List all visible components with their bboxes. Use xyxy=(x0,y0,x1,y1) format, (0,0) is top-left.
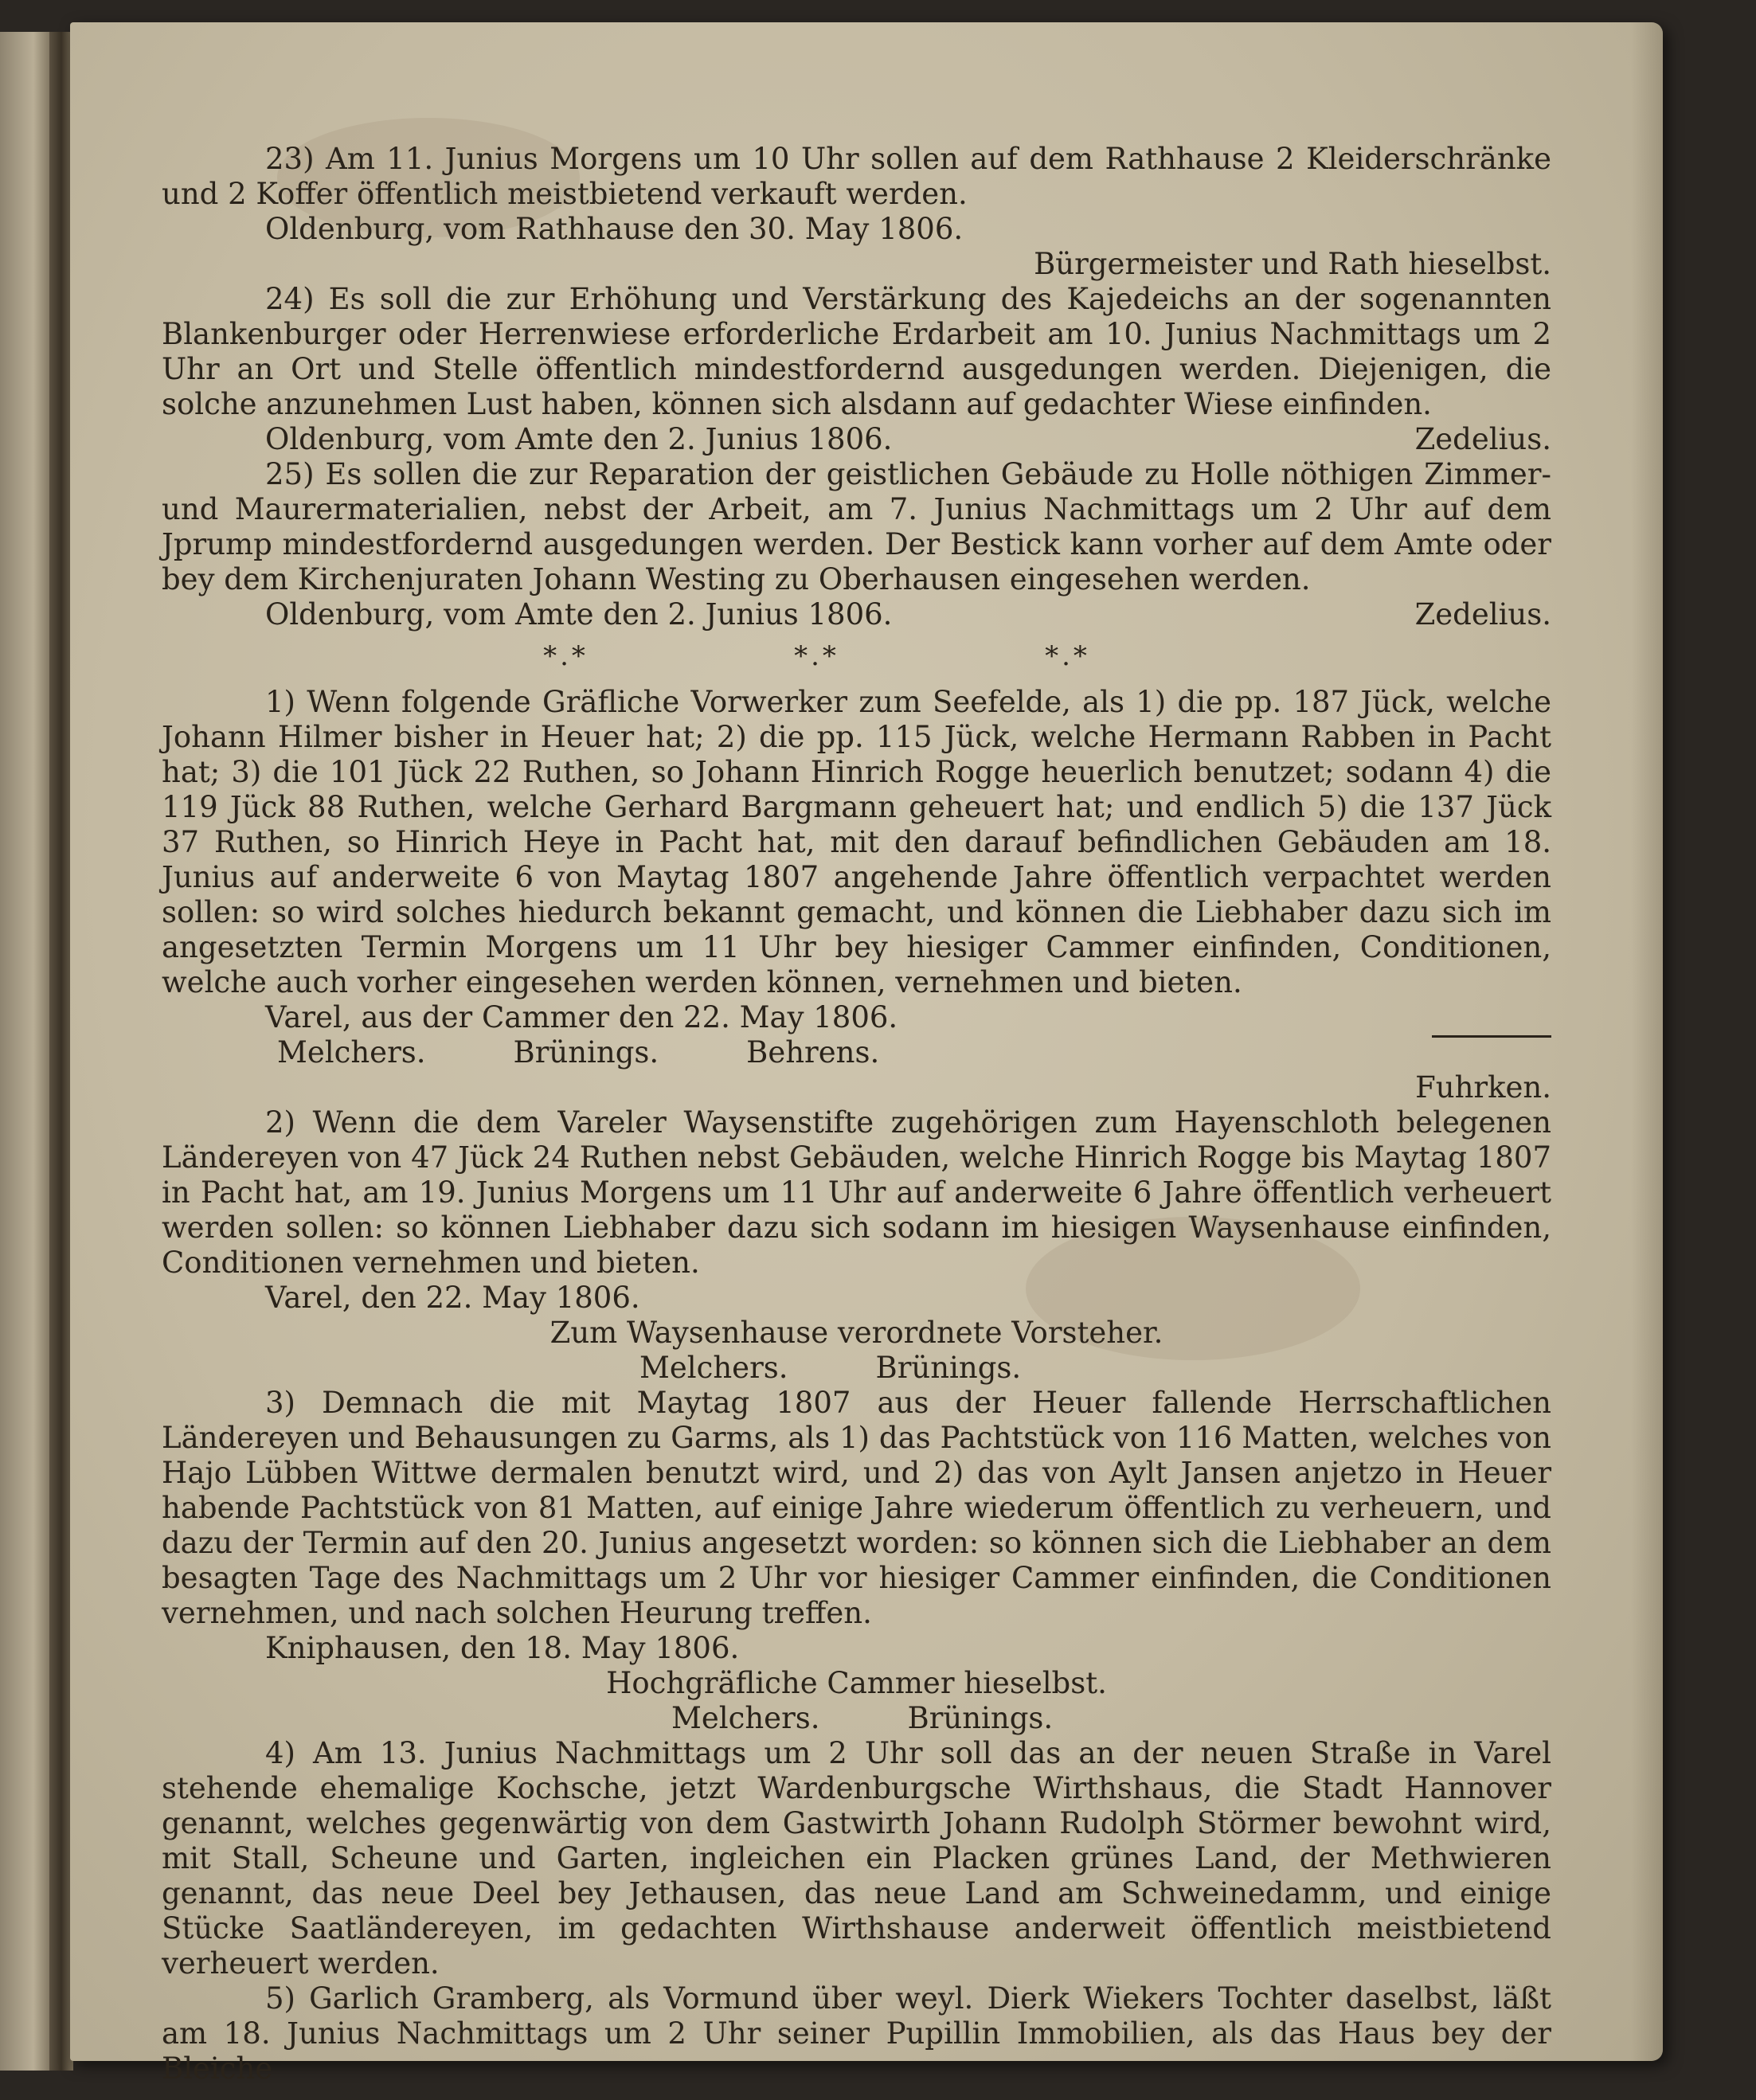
varel-notice-2-signatures xyxy=(162,1351,1551,1386)
separator-asterism: *.* xyxy=(543,640,589,672)
notice-25-text: 25) Es sollen die zur Reparation der geistlichen Gebäude zu Holle nöthigen Zimmer- und Maurermaterialien, nebst der Arbeit, am 7. Junius Nachmittags um 2 Uhr auf dem Jprump mindestfordernd ausgedungen werden. Der Bestick kann vorher auf dem Amte oder bey dem Kirchenjuraten Johann Westing zu Oberhausen eingesehen werden. xyxy=(162,457,1551,596)
varel-notice-1-place-date: Varel, aus der Cammer den 22. May 1806. xyxy=(265,1000,898,1034)
separator-asterism: *.* xyxy=(794,640,839,672)
varel-notice-1-text: 1) Wenn folgende Gräfliche Vorwerker zum Seefelde, als 1) die pp. 187 Jück, welche Johann Hilmer bisher in Heuer hat; 2) die pp. 115 Jück, welche Hermann Rabben in Pacht hat; 3) die 101 Jück 22 Ruthen, so Johann Hinrich Rogge heuerlich benutzet; sodann 4) die 119 Jück 88 Ruthen, welche Gerhard Bargmann geheuert hat; und endlich 5) die 137 Jück 37 Ruthen, so Hinrich Heye in Pacht hat, mit den darauf befindlichen Gebäuden am 18. Junius auf anderweite 6 von Maytag 1807 angehende Jahre öffentlich verpachtet werden sollen: so wird solches hiedurch bekannt gemacht, und können die Liebhaber dazu sich im angesetzten Termin Morgens um 11 Uhr bey hiesiger Cammer einfinden, Conditionen, welche auch vorher eingesehen werden können, vernehmen und bieten. xyxy=(162,685,1551,999)
notice-25-footer xyxy=(162,597,1551,632)
signature-brunings: Brünings. xyxy=(907,1701,1054,1735)
notice-24-text: 24) Es soll die zur Erhöhung und Verstärkung des Kajedeichs an der sogenannten Blankenburger oder Herrenwiese erforderliche Erdarbeit am 10. Junius Nachmittags um 2 Uhr an Ort und Stelle öffentlich mindestfordernd ausgedungen werden. Diejenigen, die solche anzunehmen Lust haben, können sich alsdann auf gedachter Wiese einfinden. xyxy=(162,282,1551,421)
notice-24-footer xyxy=(162,422,1551,457)
signature-brunings: Brünings. xyxy=(513,1035,659,1070)
signature-rule xyxy=(1432,1035,1551,1070)
varel-notice-4-text: 4) Am 13. Junius Nachmittags um 2 Uhr soll das an der neuen Straße in Varel stehende ehemalige Kochsche, jetzt Wardenburgsche Wirthshaus, die Stadt Hannover genannt, welches gegenwärtig von dem Gastwirth Johann Rudolph Störmer bewohnt wird, mit Stall, Scheune und Garten, ingleichen ein Placken grünes Land, der Methwieren genannt, das neue Deel bey Jethausen, das neue Land am Schweinedamm, und einige Stücke Saatländereyen, im gedachten Wirthshause anderweit öffentlich meistbietend verheuert werden. xyxy=(162,1736,1551,1981)
varel-notice-3-text: 3) Demnach die mit Maytag 1807 aus der Heuer fallende Herrschaftlichen Ländereyen und Behausungen zu Garms, als 1) das Pachtstück von 116 Matten, welches von Hajo Lübben Wittwe dermalen benutzt wird, und 2) das von Aylt Jansen anjetzo in Heuer habende Pachtstück von 81 Matten, auf einige Jahre wiederum öffentlich zu verheuern, und dazu der Termin auf den 20. Junius angesetzt worden: so können sich die Liebhaber an dem besagten Tage des Nachmittags um 2 Uhr vor hiesiger Cammer einfinden, die Conditionen vernehmen, und nach solchen Heurung treffen. xyxy=(162,1386,1551,1630)
varel-notice-2-place-date: Varel, den 22. May 1806. xyxy=(265,1281,640,1315)
varel-notice-1-signatures xyxy=(162,1035,1551,1070)
signature-melchers: Melchers. xyxy=(671,1701,820,1735)
notice-23-signature: Bürgermeister und Rath hieselbst. xyxy=(1034,247,1551,281)
section-separator xyxy=(162,639,1551,674)
varel-notice-5-text: 5) Garlich Gramberg, als Vormund über weyl. Dierk Wiekers Tochter daselbst, läßt am 18. Junius Nachmittags um 2 Uhr seiner Pupillin Immobilien, als das Haus bey der Bleiche xyxy=(162,1981,1551,2086)
signature-behrens: Behrens. xyxy=(746,1035,880,1070)
varel-notice-3-place-date: Kniphausen, den 18. May 1806. xyxy=(265,1631,740,1665)
notice-23-place-date: Oldenburg, vom Rathhause den 30. May 1806. xyxy=(265,212,964,246)
notice-24-signature: Zedelius. xyxy=(1414,422,1551,456)
signature-brunings: Brünings. xyxy=(875,1351,1022,1385)
signature-melchers: Melchers. xyxy=(277,1035,426,1070)
signature-melchers: Melchers. xyxy=(639,1351,788,1385)
varel-notice-3-authority: Hochgräfliche Cammer hieselbst. xyxy=(606,1666,1107,1700)
notice-23-text: 23) Am 11. Junius Morgens um 10 Uhr sollen auf dem Rathhause 2 Kleiderschränke und 2 Koffer öffentlich meistbietend verkauft werden. xyxy=(162,142,1551,211)
page-text-body xyxy=(162,142,1551,2086)
document-page xyxy=(70,22,1663,2086)
signature-fuhrken: Fuhrken. xyxy=(1415,1070,1551,1105)
varel-notice-3-signatures xyxy=(162,1701,1551,1736)
notice-25-place-date: Oldenburg, vom Amte den 2. Junius 1806. xyxy=(265,597,893,632)
varel-notice-2-text: 2) Wenn die dem Vareler Waysenstifte zugehörigen zum Hayenschloth belegenen Ländereyen von 47 Jück 24 Ruthen nebst Gebäuden, welche Hinrich Rogge bis Maytag 1807 in Pacht hat, am 19. Junius Morgens um 11 Uhr auf anderweite 6 Jahre öffentlich verheuert werden sollen: so können Liebhaber dazu sich sodann im hiesigen Waysenhause einfinden, Conditionen vernehmen und bieten. xyxy=(162,1105,1551,1280)
left-page-edge xyxy=(0,32,56,2071)
notice-24-place-date: Oldenburg, vom Amte den 2. Junius 1806. xyxy=(265,422,893,456)
notice-25-signature: Zedelius. xyxy=(1414,597,1551,632)
varel-notice-2-authority: Zum Waysenhause verordnete Vorsteher. xyxy=(549,1316,1163,1350)
separator-asterism: *.* xyxy=(1045,640,1090,672)
